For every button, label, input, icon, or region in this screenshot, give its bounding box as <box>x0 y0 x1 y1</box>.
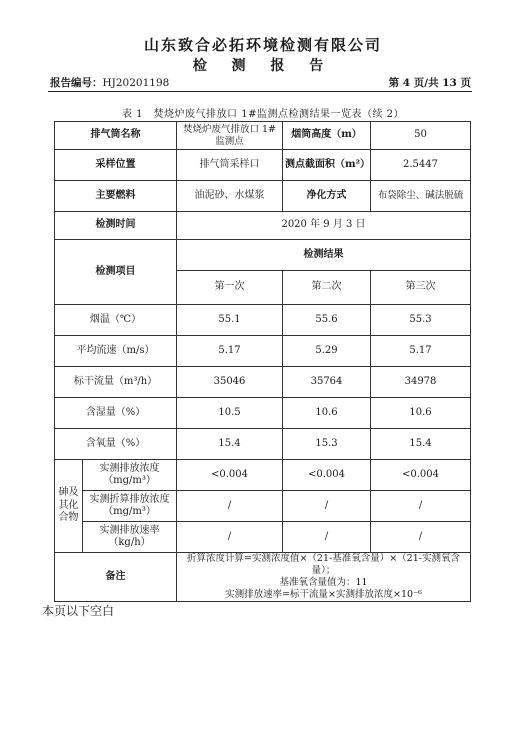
cell-value: / <box>283 522 371 553</box>
row-name: 烟温（℃） <box>55 305 177 336</box>
stack-height-label: 烟筒高度（m） <box>283 122 371 150</box>
table-row <box>55 150 471 181</box>
report-title: 检 测 报 告 <box>192 58 334 74</box>
table-caption: 表 1 焚烧炉废气排放口 1#监测点检测结果一览表（续 2） <box>121 109 404 120</box>
cell-value: / <box>371 522 471 553</box>
table-row <box>55 367 471 398</box>
section-area-value: 2.5447 <box>371 150 471 181</box>
remarks-label: 备注 <box>55 553 177 602</box>
table-row <box>55 240 471 271</box>
cell-value: 15.3 <box>283 429 371 460</box>
remarks-line: 折算浓度计算=实测浓度值×（21-基准氧含量）×（21-实测氧含量）； <box>187 553 460 576</box>
report-number-value: HJ20201198 <box>102 77 170 89</box>
run-3-header: 第三次 <box>371 271 471 305</box>
cell-value: 5.17 <box>177 336 283 367</box>
row-name: 实测排放速率（kg/h） <box>83 522 177 553</box>
stack-name-value: 焚烧炉废气排放口 1#监测点 <box>177 122 283 150</box>
cell-value: 35764 <box>283 367 371 398</box>
table-row <box>55 212 471 240</box>
fuel-label: 主要燃料 <box>55 181 177 212</box>
test-time-value: 2020 年 9 月 3 日 <box>177 212 471 240</box>
cell-value: 10.6 <box>283 398 371 429</box>
table-row <box>55 522 471 553</box>
run-2-header: 第二次 <box>283 271 371 305</box>
cell-value: 15.4 <box>177 429 283 460</box>
row-name: 含湿量（%） <box>55 398 177 429</box>
row-name: 含氧量（%） <box>55 429 177 460</box>
sampling-position-label: 采样位置 <box>55 150 177 181</box>
row-name: 实测折算排放浓度（mg/m³） <box>83 491 177 522</box>
run-1-header: 第一次 <box>177 271 283 305</box>
report-number <box>50 75 169 90</box>
cell-value: / <box>283 491 371 522</box>
cell-value: <0.004 <box>283 460 371 491</box>
sampling-position-value: 排气筒采样口 <box>177 150 283 181</box>
fuel-value: 油泥砂、水煤浆 <box>177 181 283 212</box>
remarks-text <box>177 553 471 602</box>
cell-value: 5.29 <box>283 336 371 367</box>
cell-value: 34978 <box>371 367 471 398</box>
cell-value: 15.4 <box>371 429 471 460</box>
table-row <box>55 181 471 212</box>
cell-value: 35046 <box>177 367 283 398</box>
item-header: 检测项目 <box>55 240 177 305</box>
group-name: 砷及其化合物 <box>55 460 83 553</box>
stack-name-label: 排气筒名称 <box>55 122 177 150</box>
cell-value: <0.004 <box>177 460 283 491</box>
table-row <box>55 553 471 602</box>
cell-value: <0.004 <box>371 460 471 491</box>
row-name: 平均流速（m/s） <box>55 336 177 367</box>
table-row <box>55 429 471 460</box>
cell-value: 55.6 <box>283 305 371 336</box>
cell-value: 10.5 <box>177 398 283 429</box>
blank-page-note: 本页以下空白 <box>42 604 115 618</box>
section-area-label: 测点截面积（m²） <box>283 150 371 181</box>
table-row <box>55 305 471 336</box>
remarks-line: 实测排放速率=标干流量×实测排放浓度×10⁻⁶ <box>225 588 422 600</box>
cell-value: 55.1 <box>177 305 283 336</box>
table-row <box>55 491 471 522</box>
table-row <box>55 460 471 491</box>
table-row <box>55 398 471 429</box>
cell-value: / <box>177 522 283 553</box>
test-time-label: 检测时间 <box>55 212 177 240</box>
cell-value: / <box>371 491 471 522</box>
company-name: 山东致合必拓环境检测有限公司 <box>143 36 382 54</box>
cell-value: 55.3 <box>371 305 471 336</box>
cell-value: 5.17 <box>371 336 471 367</box>
table-row <box>55 122 471 150</box>
page-info: 第 4 页/共 13 页 <box>388 77 471 89</box>
results-table <box>54 121 471 602</box>
purification-value: 布袋除尘、碱法脱硫 <box>371 181 471 212</box>
purification-label: 净化方式 <box>283 181 371 212</box>
remarks-line: 基准氧含量值为：11 <box>279 576 368 588</box>
stack-height-value: 50 <box>371 122 471 150</box>
result-header: 检测结果 <box>177 240 471 271</box>
row-name: 标干流量（m³/h） <box>55 367 177 398</box>
row-name: 实测排放浓度（mg/m³） <box>83 460 177 491</box>
header-divider <box>48 91 472 92</box>
cell-value: / <box>177 491 283 522</box>
cell-value: 10.6 <box>371 398 471 429</box>
table-row <box>55 336 471 367</box>
report-number-label: 报告编号： <box>50 77 103 89</box>
